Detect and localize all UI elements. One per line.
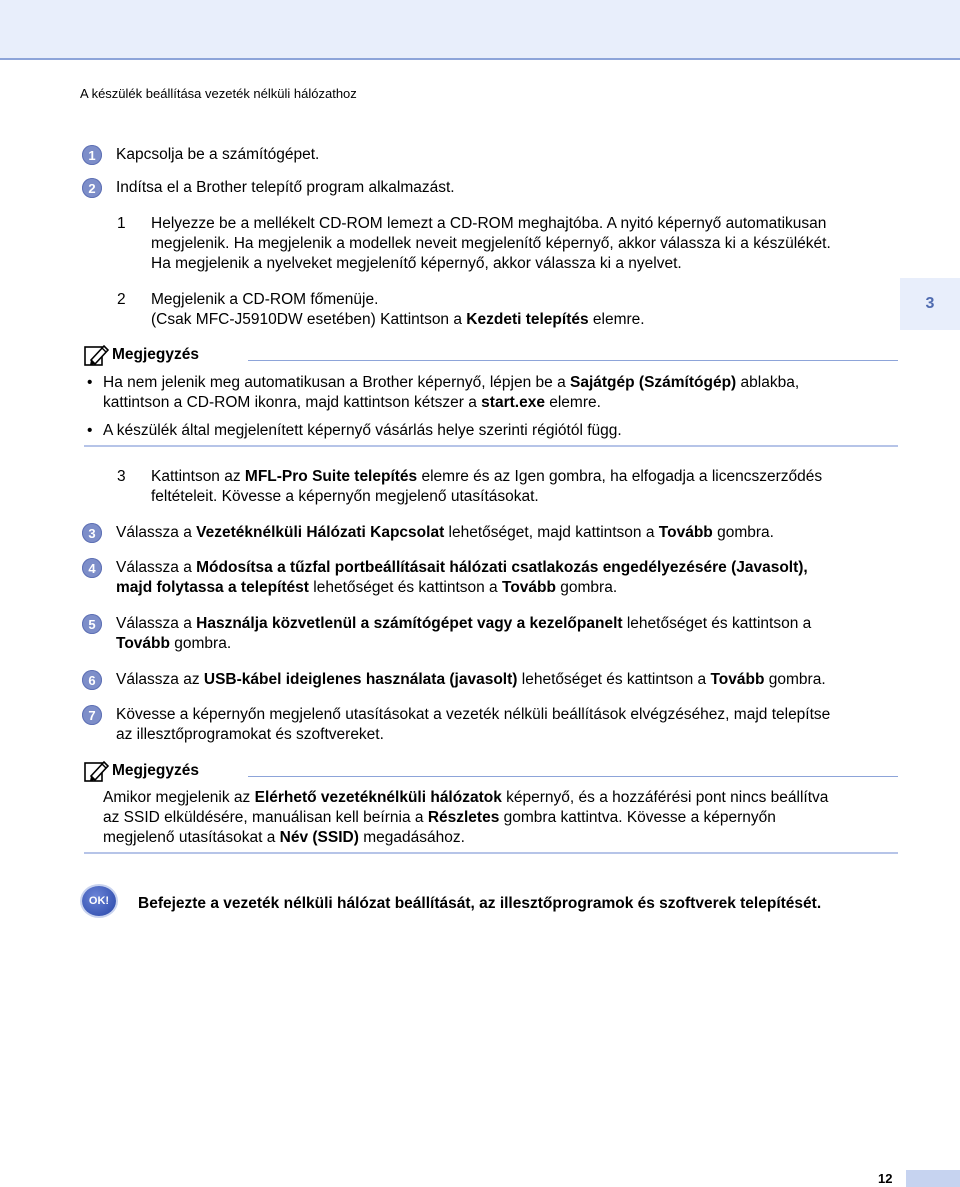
bold-run: Tovább — [502, 579, 556, 596]
note-2-line-1 — [103, 788, 903, 808]
text-run: megjelenő utasításokat a — [103, 829, 280, 846]
note-1-bottom-rule — [84, 445, 898, 447]
bold-run: majd folytassa a telepítést — [116, 579, 309, 596]
text-run: gombra. — [169, 635, 232, 652]
bold-run: Tovább — [658, 524, 713, 541]
step-5-line-2 — [116, 634, 906, 654]
text-run: Ha nem jelenik meg automatikusan a Brother képernyő, lépjen be a — [103, 374, 570, 391]
text-run: kattintson a CD-ROM ikonra, majd kattintson kétszer a — [103, 394, 482, 411]
bold-run: Használja közvetlenül a számítógépet vagy a kezelőpanelt — [196, 615, 623, 632]
text-run: lehetőséget és kattintson a — [622, 615, 812, 632]
note-1-heading — [84, 343, 199, 367]
substep-3-line-1 — [151, 467, 911, 487]
text-run: Kattintson az — [151, 468, 245, 485]
bold-run: Vezetéknélküli Hálózati Kapcsolat — [196, 524, 445, 541]
note-pencil-icon — [84, 343, 110, 367]
bold-run: Sajátgép (Számítógép) — [570, 374, 737, 391]
bold-run: start.exe — [481, 394, 545, 411]
ok-badge-icon: OK! — [82, 886, 116, 916]
note-2-line-2 — [103, 808, 903, 828]
substep-number-3: 3 — [117, 468, 126, 485]
text-run: Válassza a — [116, 559, 197, 576]
footer-band — [906, 1170, 960, 1187]
note-1-bullet-2: • — [87, 422, 93, 439]
substep-3-line-2: feltételeit. Kövesse a képernyőn megjelenő utasításokat. — [151, 488, 539, 505]
substep-2-text — [151, 290, 911, 330]
substep-1-line-3: Ha megjelenik a nyelveket megjelenítő képernyő, akkor válassza ki a nyelvet. — [151, 255, 682, 272]
bold-run: Név (SSID) — [279, 829, 359, 846]
text-run: (Csak MFC-J5910DW esetében) Kattintson a — [151, 311, 467, 328]
page-number: 12 — [878, 1171, 893, 1186]
bold-run: USB-kábel ideiglenes használata (javasolt) — [203, 671, 518, 688]
text-run: elemre és az Igen gombra, ha elfogadja a licencszerződés — [417, 468, 823, 485]
step-7-text — [116, 705, 906, 745]
substep-2-line-1: Megjelenik a CD-ROM főmenüje. — [151, 291, 379, 308]
note-2-body — [103, 788, 903, 848]
bold-run: Részletes — [427, 809, 500, 826]
text-run: ablakba, — [736, 374, 800, 391]
step-7-line-2: az illesztőprogramokat és szoftvereket. — [116, 726, 384, 743]
note-2-bottom-rule — [84, 852, 898, 854]
step-badge-2: 2 — [82, 178, 102, 198]
text-run: Válassza az — [116, 671, 204, 688]
text-run: lehetőséget és kattintson a — [517, 671, 711, 688]
text-run: gombra. — [764, 671, 826, 688]
text-run: elemre. — [544, 394, 601, 411]
text-run: megadásához. — [358, 829, 465, 846]
step-6-text — [116, 670, 906, 690]
text-run: Válassza a — [116, 615, 197, 632]
substep-number-2: 2 — [117, 291, 126, 308]
text-run: képernyő, és a hozzáférési pont nincs beállítva — [501, 789, 829, 806]
step-4-line-1 — [116, 558, 906, 578]
step-7-line-1: Kövesse a képernyőn megjelenő utasításokat a vezeték nélküli beállítások elvégzéséhez, majd telepítse — [116, 706, 831, 723]
step-2-text: Indítsa el a Brother telepítő program alkalmazást. — [116, 179, 455, 196]
note-1-top-rule — [248, 360, 898, 361]
step-badge-5: 5 — [82, 614, 102, 634]
substep-1-line-2: megjelenik. Ha megjelenik a modellek neveit megjelenítő képernyő, akkor válassza ki a készülékét. — [151, 235, 831, 252]
step-4-line-2 — [116, 578, 906, 598]
note-1-bullet-1: • — [87, 374, 93, 391]
top-band — [0, 0, 960, 58]
chapter-tab: 3 — [900, 278, 960, 330]
substep-1-text — [151, 214, 911, 274]
top-rule — [0, 58, 960, 60]
bold-run: Tovább — [710, 671, 765, 688]
step-3-text — [116, 523, 906, 543]
note-2-title: Megjegyzés — [112, 762, 200, 779]
text-run: Válassza a — [116, 524, 197, 541]
step-5-text — [116, 614, 906, 654]
note-pencil-icon — [84, 759, 110, 783]
substep-number-1: 1 — [117, 215, 126, 232]
step-badge-1: 1 — [82, 145, 102, 165]
note-2-line-3 — [103, 828, 903, 848]
note-2-top-rule — [248, 776, 898, 777]
note-1-item-2: A készülék által megjelenített képernyő vásárlás helye szerinti régiótól függ. — [103, 422, 622, 439]
note-1-item-1 — [103, 373, 903, 413]
bold-run: Kezdeti telepítés — [466, 311, 589, 328]
bold-run: Tovább — [116, 635, 170, 652]
note-2-heading — [84, 759, 199, 783]
bold-run: Módosítsa a tűzfal portbeállításait hálózati csatlakozás engedélyezésére (Javasolt), — [196, 559, 808, 576]
text-run: lehetőséget, majd kattintson a — [444, 524, 659, 541]
step-1-text: Kapcsolja be a számítógépet. — [116, 146, 320, 163]
step-badge-7: 7 — [82, 705, 102, 725]
note-1-title: Megjegyzés — [112, 346, 200, 363]
text-run: lehetőséget és kattintson a — [308, 579, 502, 596]
substep-2-line-2 — [151, 310, 911, 330]
step-badge-3: 3 — [82, 523, 102, 543]
text-run: gombra. — [555, 579, 618, 596]
step-5-line-1 — [116, 614, 906, 634]
text-run: gombra. — [712, 524, 774, 541]
step-badge-4: 4 — [82, 558, 102, 578]
completion-message: Befejezte a vezeték nélküli hálózat beállítását, az illesztőprogramok és szoftverek telepítését. — [138, 895, 822, 912]
text-run: elemre. — [588, 311, 645, 328]
text-run: Amikor megjelenik az — [103, 789, 255, 806]
text-run: az SSID elküldésére, manuálisan kell beírnia a — [103, 809, 428, 826]
bold-run: Elérhető vezetéknélküli hálózatok — [254, 789, 502, 806]
step-badge-6: 6 — [82, 670, 102, 690]
step-4-text — [116, 558, 906, 598]
substep-1-line-1: Helyezze be a mellékelt CD-ROM lemezt a CD-ROM meghajtóba. A nyitó képernyő automatikusan — [151, 215, 827, 232]
bold-run: MFL-Pro Suite telepítés — [244, 468, 418, 485]
note-1-item-1-line-2 — [103, 393, 903, 413]
text-run: gombra kattintva. Kövesse a képernyőn — [499, 809, 776, 826]
note-1-item-1-line-1 — [103, 373, 903, 393]
substep-3-text — [151, 467, 911, 507]
running-header: A készülék beállítása vezeték nélküli hálózathoz — [80, 86, 357, 101]
